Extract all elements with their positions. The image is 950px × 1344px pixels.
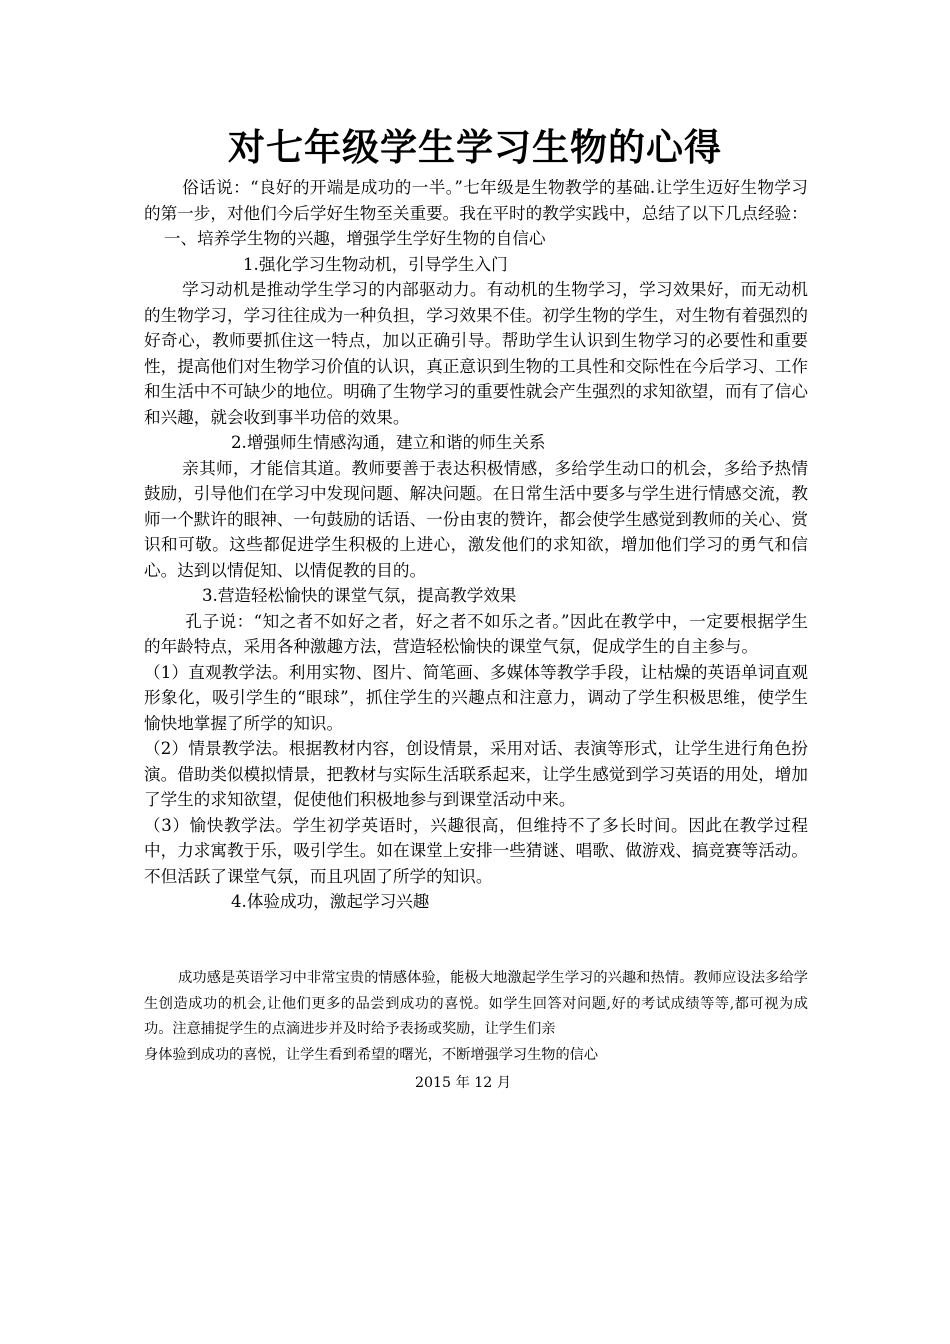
subsection-body-4: 成功感是英语学习中非常宝贵的情感体验，能极大地激起学生学习的兴趣和热情。教师应设法多给学生创造成功的机会,让他们更多的品尝到成功的喜悦。如学生回答对问题,好的考试成绩等等,都可视为成功。注意捕捉学生的点滴进步并及时给予表扬或奖励，让学生们亲 <box>144 970 808 1037</box>
document-body <box>144 175 808 915</box>
method-paragraph-2: （2）情景教学法。根据教材内容，创设情景，采用对话、表演等形式，让学生进行角色扮演。借助类似模拟情景，把教材与实际生活联系起来，让学生感觉到学习英语的用处，增加了学生的求知欲望，促使他们积极地参与到课堂活动中来。 <box>144 739 808 809</box>
method-paragraph-1: （1）直观教学法。利用实物、图片、简笔画、多媒体等教学手段，让枯燥的英语单词直观形象化，吸引学生的“眼球”，抓住学生的兴趣点和注意力，调动了学生积极思维，使学生愉快地掌握了所学的知识。 <box>144 662 808 733</box>
closing-line: 身体验到成功的喜悦，让学生看到希望的曙光，不断增强学习生物的信心 <box>144 1046 599 1063</box>
subsection-body-2: 亲其师，才能信其道。教师要善于表达积极情感，多给学生动口的机会，多给予热情鼓励，引导他们在学习中发现问题、解决问题。在日常生活中要多与学生进行情感交流，教师一个默许的眼神、一句鼓励的话语、一份由衷的赞许，都会使学生感觉到教师的关心、赏识和可敬。这些都促进学生积极的上进心，激发他们的求知欲，增加他们学习的勇气和信心。达到以情促知、以情促教的目的。 <box>144 458 808 580</box>
subsection-heading-2: 2.增强师生情感沟通，建立和谐的师生关系 <box>231 433 546 452</box>
subsection-body-3: 孔子说：“知之者不如好之者，好之者不如乐之者。”因此在教学中，一定要根据学生的年龄特点，采用各种激趣方法，营造轻松愉快的课堂气氛，促成学生的自主参与。 <box>144 611 808 656</box>
subsection-heading-3: 3.营造轻松愉快的课堂气氛，提高教学效果 <box>202 586 517 605</box>
document-date: 2015 年 12 月 <box>414 1075 512 1091</box>
section-heading-1: 一、培养学生物的兴趣，增强学生学好生物的自信心 <box>163 229 546 248</box>
subsection-heading-4: 4.体验成功，激起学习兴趣 <box>231 892 430 911</box>
document-title: 对七年级学生学习生物的心得 <box>228 126 722 169</box>
subsection-body-1: 学习动机是推动学生学习的内部驱动力。有动机的生物学习，学习效果好，而无动机的生物学习，学习往往成为一种负担，学习效果不佳。初学生物的学生，对生物有着强烈的好奇心，教师要抓住这一特点，加以正确引导。帮助学生认识到生物学习的必要性和重要性，提高他们对生物学习价值的认识，真正意识到生物的工具性和交际性在今后学习、工作和生活中不可缺少的地位。明确了生物学习的重要性就会产生强烈的求知欲望，而有了信心和兴趣，就会收到事半功倍的效果。 <box>144 280 808 427</box>
method-paragraph-3: （3）愉快教学法。学生初学英语时，兴趣很高，但维持不了多长时间。因此在教学过程中，力求寓教于乐，吸引学生。如在课堂上安排一些猜谜、唱歌、做游戏、搞竞赛等活动。不但活跃了课堂气氛，而且巩固了所学的知识。 <box>144 815 808 886</box>
closing-section <box>144 966 808 1068</box>
intro-paragraph: 俗话说：“良好的开端是成功的一半。”七年级是生物教学的基础.让学生迈好生物学习的第一步，对他们今后学好生物至关重要。我在平时的教学实践中，总结了以下几点经验： <box>144 178 808 223</box>
subsection-heading-1: 1.强化学习生物动机，引导学生入门 <box>243 254 508 274</box>
